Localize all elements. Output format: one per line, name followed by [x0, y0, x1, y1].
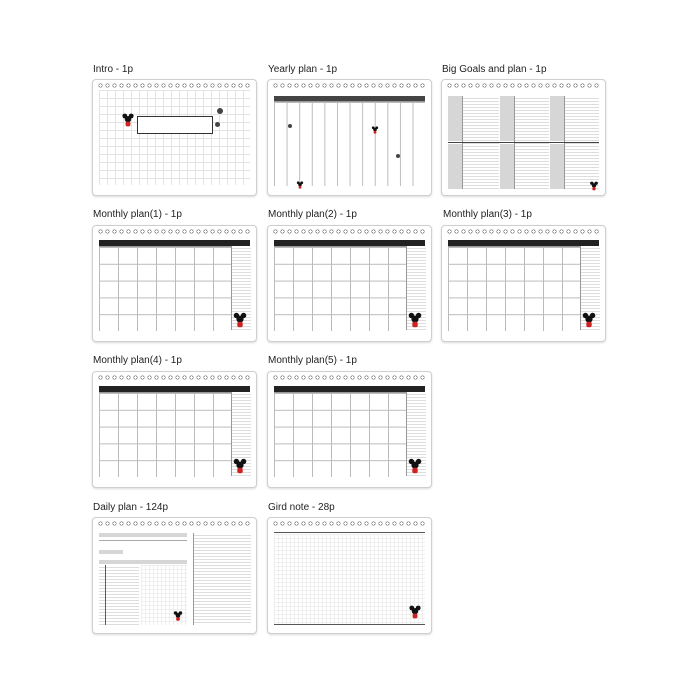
page-title-monthly-4: Monthly plan(4) - 1p — [93, 355, 182, 366]
month-grid — [99, 392, 231, 477]
divider — [99, 540, 187, 541]
doodle-icon — [217, 108, 223, 114]
mickey-icon — [234, 313, 247, 327]
grid-note-page-thumbnail[interactable] — [267, 517, 432, 634]
goal-label-column — [550, 96, 564, 141]
page-title-big-goals: Big Goals and plan - 1p — [442, 64, 547, 75]
top-rule — [274, 532, 425, 533]
month-grid — [448, 246, 580, 331]
spiral-binding — [272, 521, 427, 526]
goal-label-column — [448, 144, 462, 189]
yearly-page-thumbnail[interactable] — [267, 79, 432, 196]
name-box — [137, 116, 213, 134]
doodle-icon — [215, 122, 220, 127]
page-title-monthly-3: Monthly plan(3) - 1p — [443, 209, 532, 220]
spiral-binding — [446, 229, 601, 234]
mickey-icon — [297, 181, 303, 188]
page-title-monthly-2: Monthly plan(2) - 1p — [268, 209, 357, 220]
divider — [448, 142, 599, 143]
month-grid — [274, 392, 406, 477]
spiral-binding — [97, 375, 252, 380]
mickey-icon — [409, 459, 422, 473]
page-title-yearly: Yearly plan - 1p — [268, 64, 338, 75]
doodle-icon — [288, 124, 292, 128]
big-goals-page-thumbnail[interactable] — [441, 79, 606, 196]
grid-pattern — [99, 90, 250, 185]
schedule-lines — [193, 533, 251, 625]
intro-page-thumbnail[interactable] — [92, 79, 257, 196]
spiral-binding — [97, 83, 252, 88]
monthly-4-page-thumbnail[interactable] — [92, 371, 257, 488]
grid-pattern — [274, 534, 425, 624]
spiral-binding — [446, 83, 601, 88]
month-grid — [99, 246, 231, 331]
month-grid — [274, 246, 406, 331]
bottom-rule — [274, 624, 425, 625]
mickey-icon — [409, 313, 422, 327]
spiral-binding — [97, 521, 252, 526]
margin-line — [105, 565, 106, 625]
spiral-binding — [272, 83, 427, 88]
page-title-monthly-5: Monthly plan(5) - 1p — [268, 355, 357, 366]
monthly-2-page-thumbnail[interactable] — [267, 225, 432, 342]
today-label — [99, 550, 123, 554]
spiral-binding — [272, 375, 427, 380]
spiral-binding — [97, 229, 252, 234]
page-title-monthly-1: Monthly plan(1) - 1p — [93, 209, 182, 220]
goal-label-column — [500, 96, 514, 141]
mickey-icon — [234, 459, 247, 473]
mickey-icon — [372, 126, 378, 133]
doodle-icon — [396, 154, 400, 158]
header-bar — [99, 533, 187, 537]
page-title-intro: Intro - 1p — [93, 64, 134, 75]
yearly-grid — [274, 101, 425, 186]
monthly-5-page-thumbnail[interactable] — [267, 371, 432, 488]
daily-page-thumbnail[interactable] — [92, 517, 257, 634]
monthly-1-page-thumbnail[interactable] — [92, 225, 257, 342]
goal-label-column — [448, 96, 462, 141]
spiral-binding — [272, 229, 427, 234]
page-title-daily: Daily plan - 124p — [93, 502, 169, 513]
section-header — [99, 560, 187, 564]
mickey-icon — [583, 313, 596, 327]
mickey-icon — [122, 114, 133, 127]
mickey-icon — [590, 182, 598, 191]
page-title-grid-note: Gird note - 28p — [268, 502, 335, 513]
mickey-icon — [174, 611, 182, 621]
monthly-3-page-thumbnail[interactable] — [441, 225, 606, 342]
mickey-icon — [409, 606, 420, 619]
goal-label-column — [500, 144, 514, 189]
goal-label-column — [550, 144, 564, 189]
